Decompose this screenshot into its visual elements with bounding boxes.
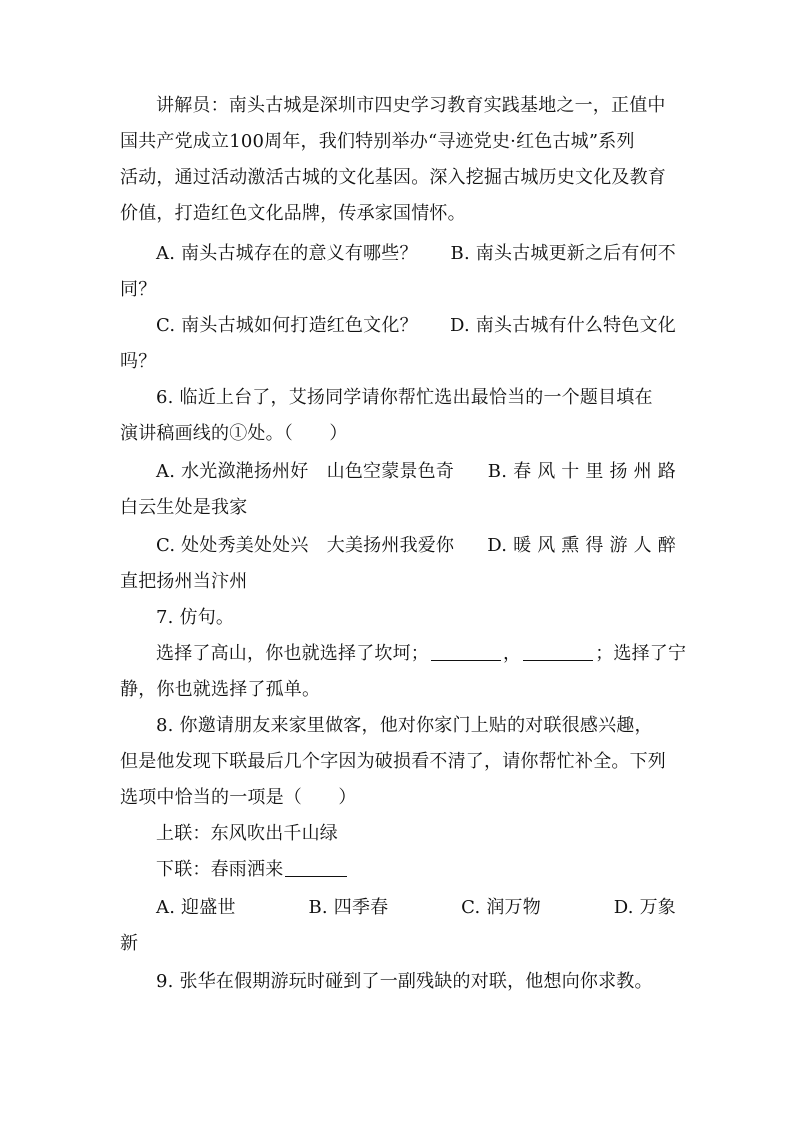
- q8-lower-couplet: [156, 852, 676, 888]
- q6-options-row-cd: [156, 528, 676, 564]
- q7-sentence-line-1: [156, 636, 687, 672]
- q7-blank-2[interactable]: [523, 640, 593, 661]
- q8-option-a: A. 迎盛世: [156, 897, 236, 918]
- q6-options-row-ab: [156, 454, 676, 490]
- q5-option-b: B. 南头古城更新之后有何不: [450, 243, 676, 264]
- q7-suffix: ；选择了宁: [595, 643, 687, 664]
- q5-options-row-cd: [156, 308, 676, 344]
- q6-option-b-cont: 白云生处是我家: [120, 497, 248, 518]
- q6-option-b: B. 春 风 十 里 扬 州 路: [487, 461, 676, 482]
- q8-stem-line-3: 选项中恰当的一项是（ ）: [120, 787, 357, 808]
- q5-option-d-cont: 吗？: [120, 351, 157, 372]
- q6-stem-line-2: 演讲稿画线的①处。（ ）: [120, 423, 348, 444]
- q6-option-d-cont: 直把扬州当汴州: [120, 571, 248, 592]
- q8-upper-couplet: 上联：东风吹出千山绿: [156, 823, 338, 844]
- q8-stem-line-2: 但是他发现下联最后几个字因为破损看不清了，请你帮忙补全。下列: [120, 751, 666, 772]
- q5-options-row-ab: [156, 236, 676, 272]
- q8-option-d: D. 万象: [613, 897, 676, 918]
- passage-line-2: 国共产党成立100周年，我们特别举办“寻迹党史·红色古城”系列: [120, 131, 635, 152]
- q5-option-d: D. 南头古城有什么特色文化: [449, 315, 676, 336]
- q7-separator: ，: [503, 643, 522, 664]
- q8-option-d-cont: 新: [120, 933, 139, 954]
- q7-sentence-line-2: 静，你也就选择了孤单。: [120, 679, 321, 700]
- passage-line-1: 讲解员：南头古城是深圳市四史学习教育实践基地之一，正值中: [156, 95, 666, 116]
- passage-line-3: 活动，通过活动激活古城的文化基因。深入挖掘古城历史文化及教育: [120, 167, 666, 188]
- q6-stem-line-1: 6. 临近上台了，艾扬同学请你帮忙选出最恰当的一个题目填在: [156, 387, 653, 408]
- q7-blank-1[interactable]: [431, 640, 501, 661]
- q6-option-d: D. 暖 风 熏 得 游 人 醉: [487, 535, 676, 556]
- q6-option-c: C. 处处秀美处处兴 大美扬州我爱你: [156, 535, 455, 556]
- q8-options-row: [156, 890, 676, 926]
- q7-prefix: 选择了高山，你也就选择了坎坷；: [156, 643, 429, 664]
- q8-blank[interactable]: [285, 856, 347, 877]
- passage-line-4: 价值，打造红色文化品牌，传承家国情怀。: [120, 203, 466, 224]
- q9-stem-line-1: 9. 张华在假期游玩时碰到了一副残缺的对联，他想向你求教。: [156, 971, 653, 992]
- q8-option-b: B. 四季春: [308, 897, 389, 918]
- q5-option-c: C. 南头古城如何打造红色文化？: [156, 315, 418, 336]
- q8-stem-line-1: 8. 你邀请朋友来家里做客，他对你家门上贴的对联很感兴趣，: [156, 715, 653, 736]
- q7-stem: 7. 仿句。: [156, 607, 235, 628]
- q5-option-b-cont: 同？: [120, 279, 157, 300]
- q6-option-a: A. 水光潋滟扬州好 山色空蒙景色奇: [156, 461, 455, 482]
- q5-option-a: A. 南头古城存在的意义有哪些？: [156, 243, 418, 264]
- q8-option-c: C. 润万物: [461, 897, 541, 918]
- q8-lower-prefix: 下联：春雨洒来: [156, 859, 284, 880]
